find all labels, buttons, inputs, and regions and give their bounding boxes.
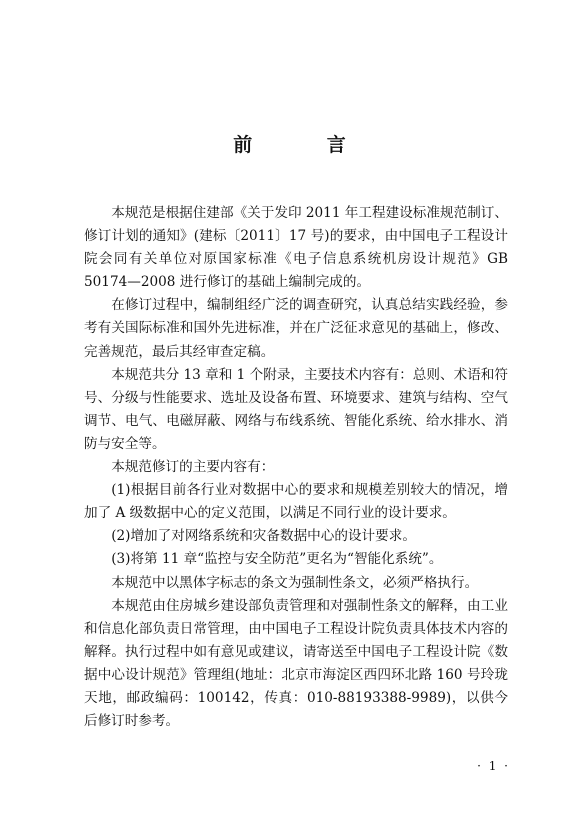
paragraph-contents: 本规范共分 13 章和 1 个附录，主要技术内容有：总则、术语和符号、分级与性能要求、选址及设备布置、环境要求、建筑与结构、空气调节、电气、电磁屏蔽、网络与布线系统、智能化系统、给水排水、消防与安全等。 [84, 366, 508, 452]
paragraph-management: 本规范由住房城乡建设部负责管理和对强制性条文的解释，由工业和信息化部负责日常管理，由中国电子工程设计院负责具体技术内容的解释。执行过程中如有意见或建议，请寄送至中国电子工程设计院《数据中心设计规范》管理组(地址：北京市海淀区西四环北路 160 号玲珑天地，邮政编码：100142，传真：010-88193388-9989)，以供今后修订时参考。 [84, 597, 508, 730]
paragraph-intro: 本规范是根据住建部《关于发印 2011 年工程建设标准规范制订、修订计划的通知》(建标〔2011〕17 号)的要求，由中国电子工程设计院会同有关单位对原国家标准《电子信息系统机房设计规范》GB 50174—2008 进行修订的基础上编制完成的。 [84, 205, 508, 291]
paragraph-revision-3: (3)将第 11 章“监控与安全防范”更名为“智能化系统”。 [111, 551, 443, 568]
paragraph-revision-2: (2)增加了对网络系统和灾备数据中心的设计要求。 [111, 528, 416, 545]
paragraph-revision-1: (1)根据目前各行业对数据中心的要求和规模差别较大的情况，增加了 A 级数据中心的定义范围，以满足不同行业的设计要求。 [84, 482, 508, 522]
paragraph-mandatory: 本规范中以黑体字标志的条文为强制性条文，必须严格执行。 [111, 574, 479, 591]
document-body [84, 202, 508, 733]
page-title: 前 言 [233, 134, 380, 156]
paragraph-revisions-heading: 本规范修订的主要内容有： [111, 459, 275, 476]
page-number: · 1 · [477, 759, 510, 773]
paragraph-process: 在修订过程中，编制组经广泛的调查研究，认真总结实践经验，参考有关国际标准和国外先进标准，并在广泛征求意见的基础上，修改、完善规范，最后其经审查定稿。 [84, 297, 508, 360]
